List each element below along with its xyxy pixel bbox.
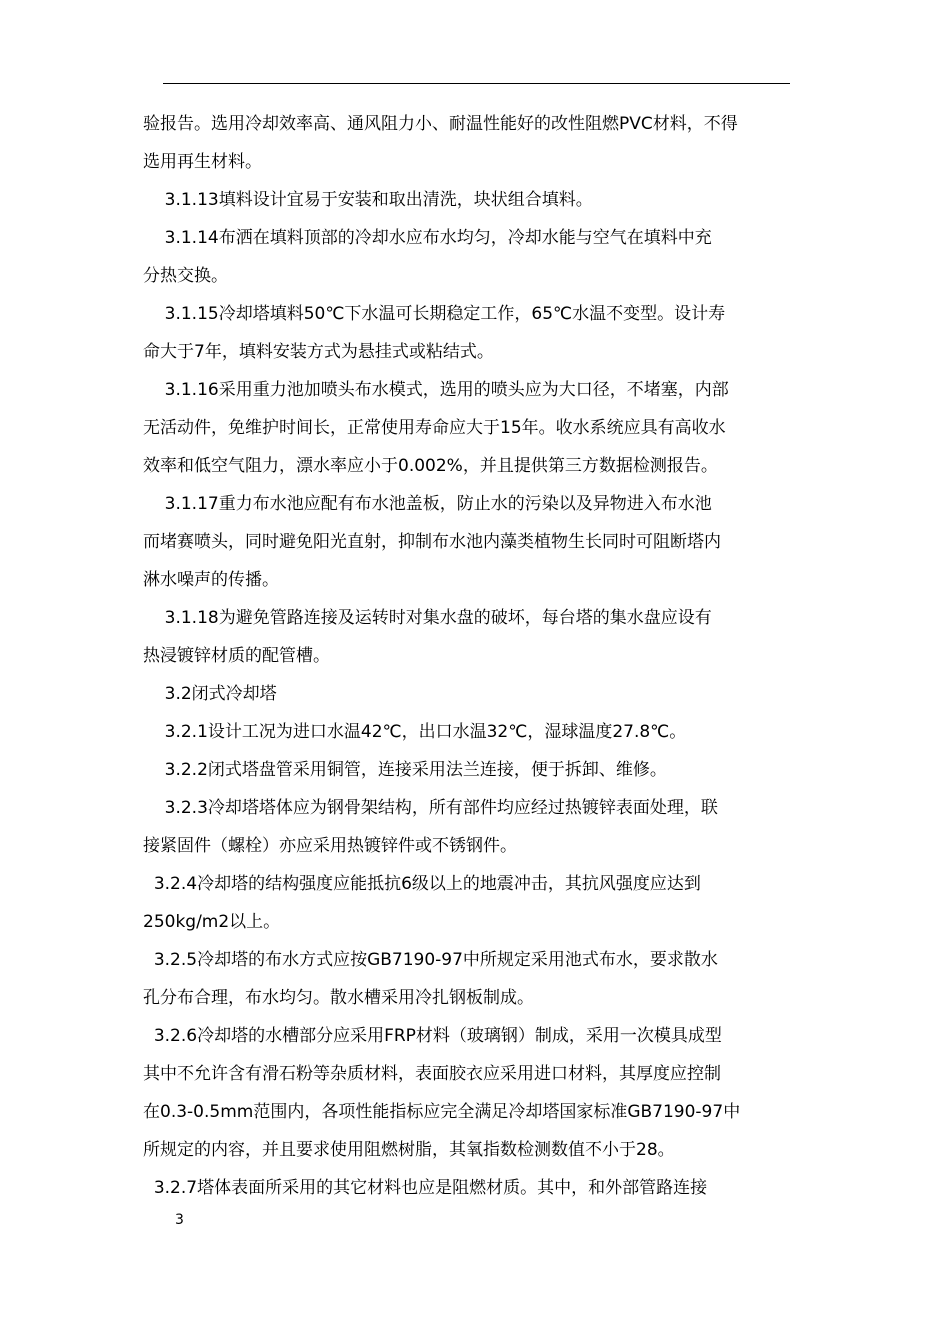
paragraph: 3.2.6冷却塔的水槽部分应采用FRP材料（玻璃钢）制成，采用一次模具成型 其中不允许含有滑石粉等杂质材料，表面胶衣应采用进口材料，其厚度应控制 在0.3-0.5mm范围内，各项性能指标应完全满足冷却塔国家标准GB7190-97中 所规定的内容，并且要求使用阻燃树脂，其氧指数检测数值不小于28。: [143, 1026, 741, 1160]
paragraph: 3.1.15冷却塔填料50℃下水温可长期稳定工作，65℃水温不变型。设计寿 命大于7年，填料安装方式为悬挂式或粘结式。: [143, 304, 726, 362]
paragraph: 3.1.14布洒在填料顶部的冷却水应布水均匀，冷却水能与空气在填料中充 分热交换。: [143, 228, 712, 286]
paragraph: 3.1.17重力布水池应配有布水池盖板，防止水的污染以及异物进入布水池 而堵赛喷头，同时避免阳光直射，抑制布水池内藻类植物生长同时可阻断塔内 淋水噪声的传播。: [143, 494, 721, 590]
header-rule: [163, 83, 790, 84]
paragraph: 3.2.2闭式塔盘管采用铜管，连接采用法兰连接，便于拆卸、维修。: [143, 760, 667, 780]
paragraph: 3.2.1设计工况为进口水温42℃，出口水温32℃，湿球温度27.8℃。: [143, 722, 687, 742]
section-heading: 3.2闭式冷却塔: [143, 684, 277, 704]
paragraph: 3.1.13填料设计宜易于安装和取出清洗，块状组合填料。: [143, 190, 593, 210]
paragraph: 3.2.4冷却塔的结构强度应能抵抗6级以上的地震冲击，其抗风强度应达到 250kg/m2以上。: [143, 874, 701, 932]
paragraph: 3.2.3冷却塔塔体应为钢骨架结构，所有部件均应经过热镀锌表面处理，联 接紧固件（螺栓）亦应采用热镀锌件或不锈钢件。: [143, 798, 718, 856]
paragraph: 3.2.7塔体表面所采用的其它材料也应是阻燃材质。其中，和外部管路连接: [143, 1178, 708, 1198]
body-text: [143, 105, 798, 1207]
page-number: 3: [175, 1212, 184, 1228]
paragraph: 3.1.18为避免管路连接及运转时对集水盘的破坏，每台塔的集水盘应设有 热浸镀锌材质的配管槽。: [143, 608, 712, 666]
paragraph: 3.1.16采用重力池加喷头布水模式，选用的喷头应为大口径，不堵塞，内部 无活动件，免维护时间长，正常使用寿命应大于15年。收水系统应具有高收水 效率和低空气阻力，漂水率应小于0.002%，并且提供第三方数据检测报告。: [143, 380, 729, 476]
paragraph: 验报告。选用冷却效率高、通风阻力小、耐温性能好的改性阻燃PVC材料，不得 选用再生材料。: [143, 114, 738, 172]
paragraph: 3.2.5冷却塔的布水方式应按GB7190-97中所规定采用池式布水，要求散水 孔分布合理，布水均匀。散水槽采用冷扎钢板制成。: [143, 950, 718, 1008]
